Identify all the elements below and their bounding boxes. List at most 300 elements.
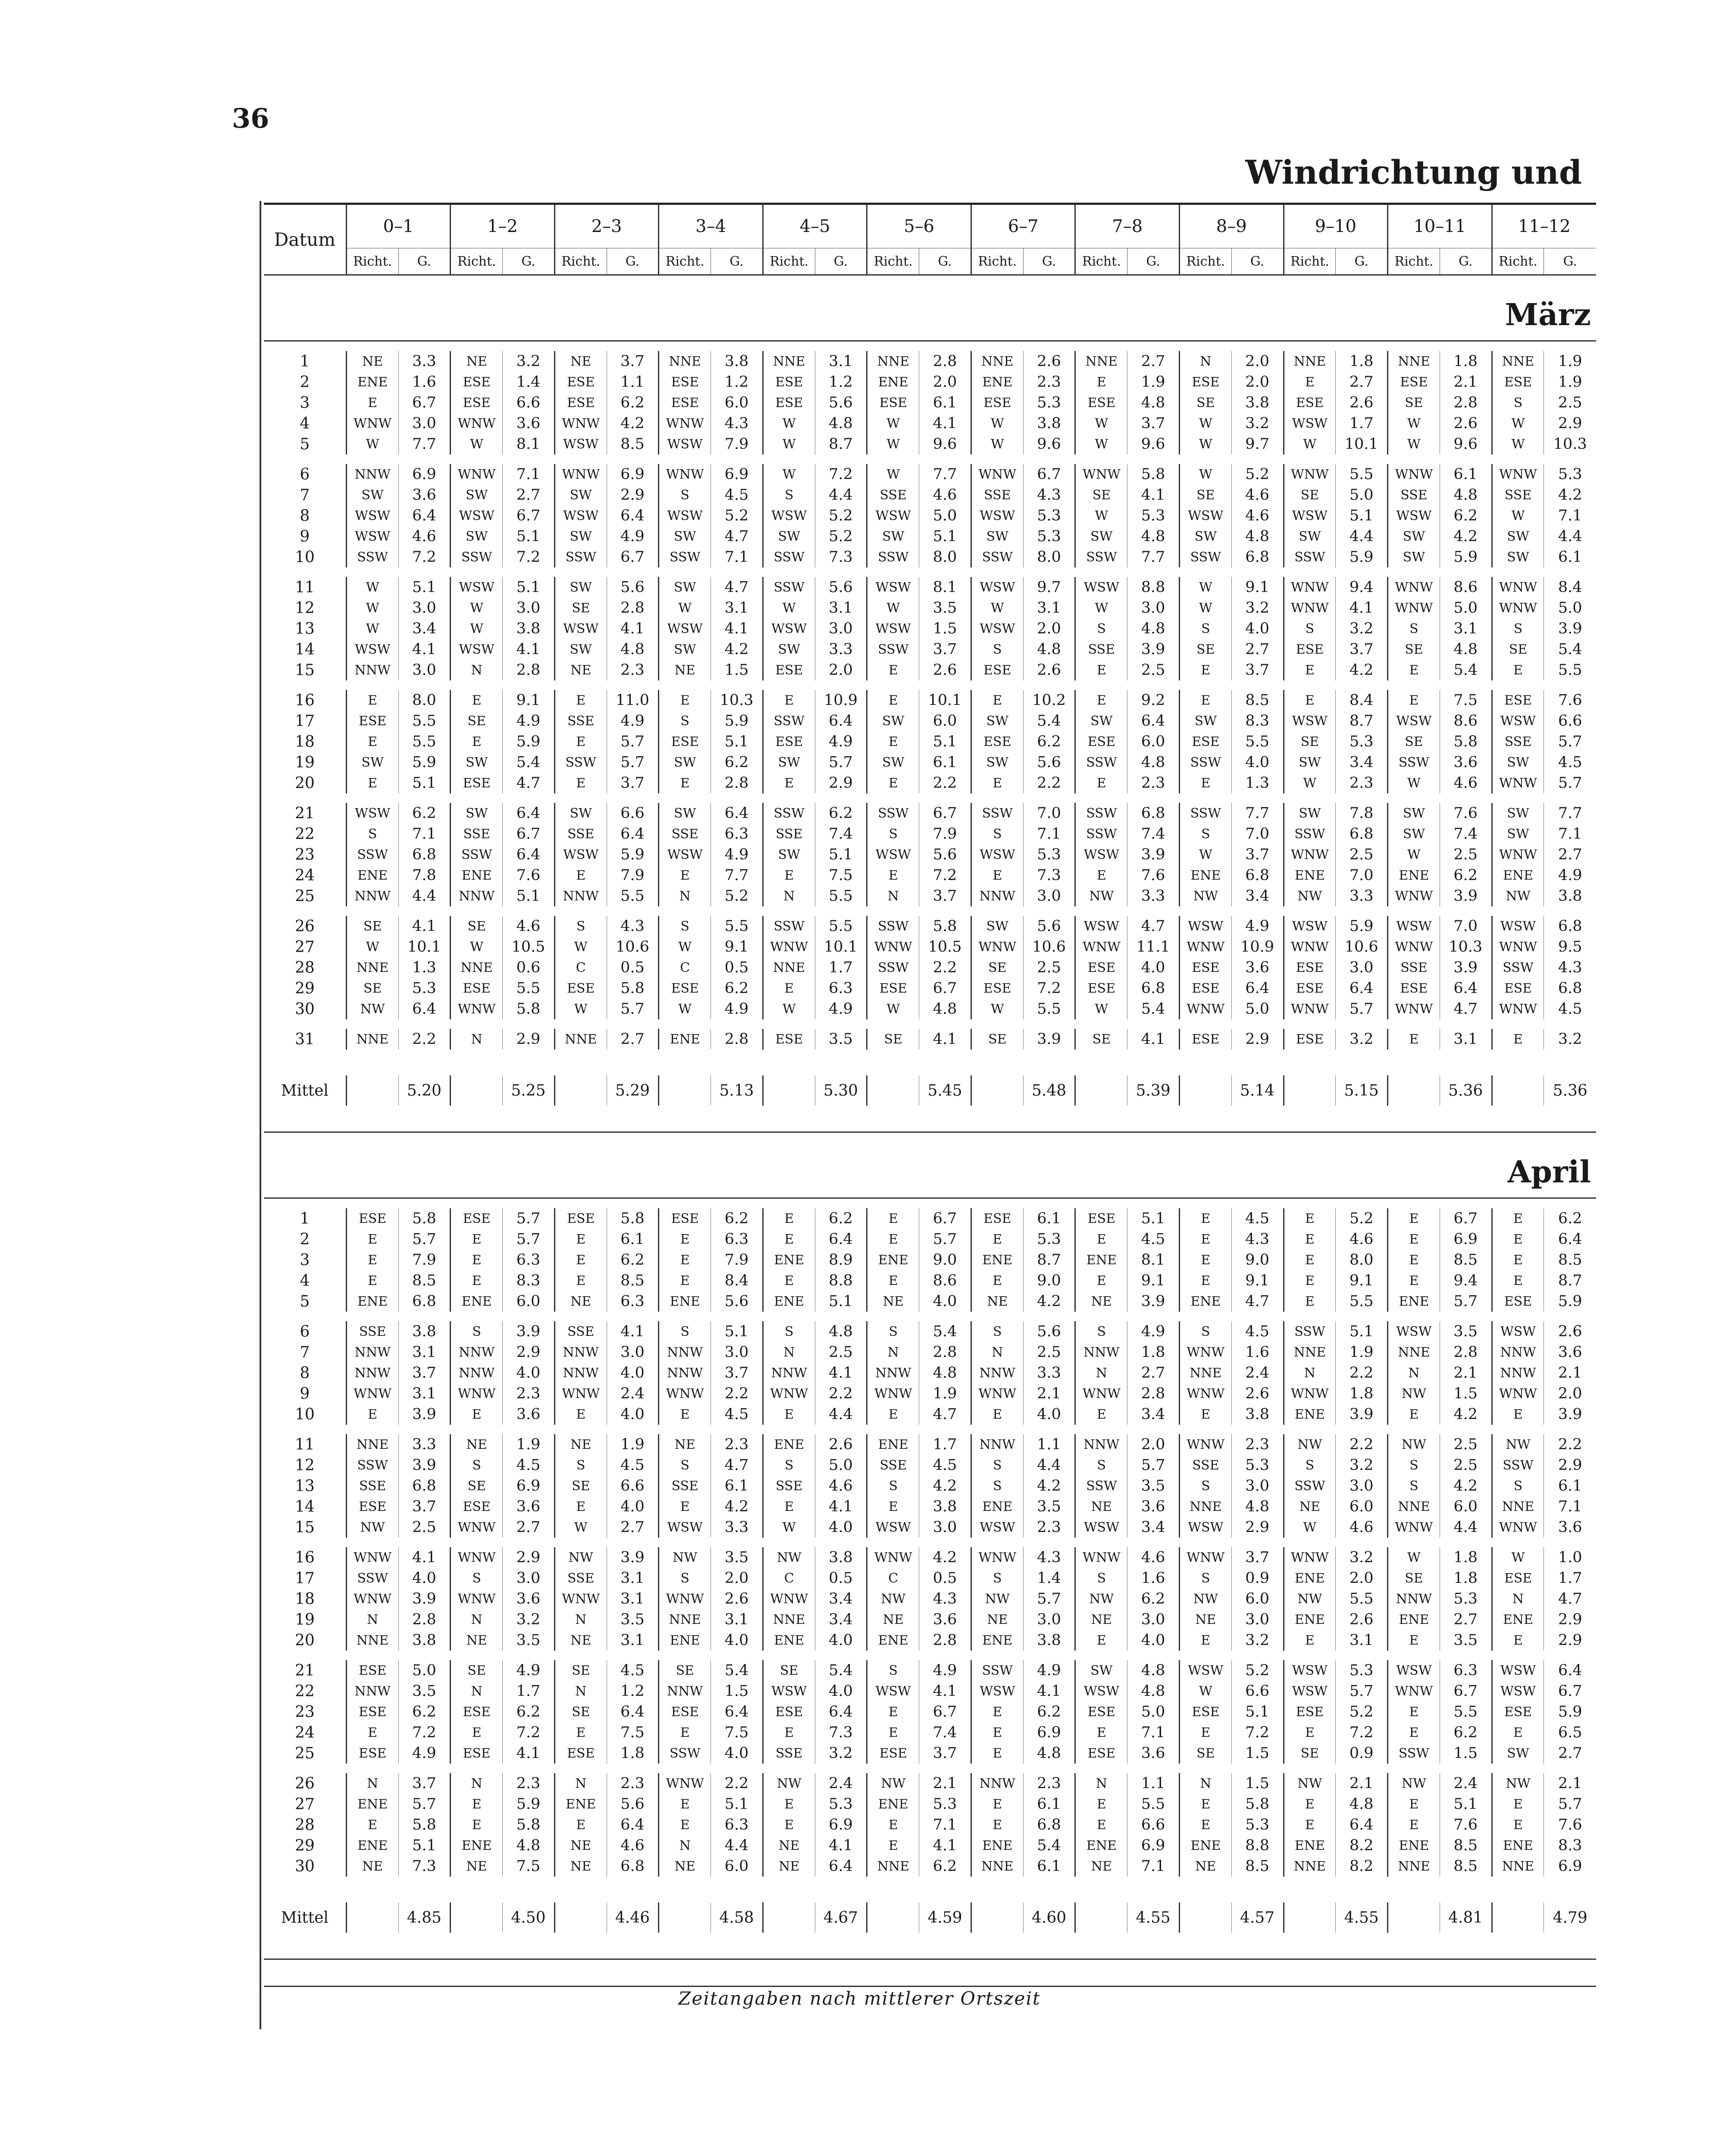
speed-cell: 9.1 [503, 690, 555, 711]
direction-cell: W [971, 999, 1023, 1019]
direction-cell: W [659, 999, 711, 1019]
direction-cell: W [659, 937, 711, 957]
direction-cell: E [1179, 1208, 1231, 1229]
direction-cell: ENE [763, 1434, 815, 1455]
direction-cell: E [451, 1722, 503, 1743]
direction-cell: ESE [867, 1743, 919, 1764]
speed-cell: 4.5 [607, 1455, 659, 1476]
speed-cell: 3.8 [1023, 1630, 1075, 1651]
direction-cell: SSE [971, 485, 1023, 505]
speed-cell: 6.9 [711, 464, 763, 485]
speed-cell: 3.9 [1440, 957, 1492, 978]
speed-cell: 8.5 [1440, 1835, 1492, 1856]
speed-cell: 5.9 [503, 1794, 555, 1814]
speed-cell: 3.2 [1336, 1547, 1388, 1568]
speed-cell: 2.4 [1231, 1363, 1284, 1383]
direction-cell: NNW [867, 1363, 919, 1383]
speed-cell: 3.2 [1231, 1630, 1284, 1651]
direction-cell: S [1179, 1568, 1231, 1589]
direction-cell: NNE [659, 1609, 711, 1630]
direction-cell: NE [451, 1630, 503, 1651]
direction-cell: SSW [451, 844, 503, 865]
speed-cell: 6.7 [1544, 1681, 1596, 1702]
speed-cell: 8.1 [919, 577, 971, 598]
direction-cell: SE [1179, 639, 1231, 660]
direction-cell: W [1284, 773, 1336, 793]
speed-cell: 5.1 [815, 1291, 867, 1312]
direction-cell: SW [1492, 547, 1544, 567]
speed-cell: 2.2 [1336, 1363, 1388, 1383]
speed-cell: 5.0 [1231, 999, 1284, 1019]
table-row [264, 1229, 1596, 1250]
date-cell: 4 [300, 414, 310, 432]
speed-cell: 2.6 [1231, 1383, 1284, 1404]
table-row [264, 1434, 1596, 1455]
speed-cell: 4.8 [1023, 639, 1075, 660]
direction-cell: WSW [346, 526, 398, 547]
direction-cell: ESE [346, 1496, 398, 1517]
speed-cell: 7.9 [711, 434, 763, 454]
date-cell: 23 [294, 846, 315, 864]
direction-cell: W [1179, 577, 1231, 598]
speed-cell: 1.7 [503, 1681, 555, 1702]
direction-cell: WSW [1179, 1660, 1231, 1681]
speed-cell: 5.5 [1336, 1291, 1388, 1312]
direction-cell: S [971, 1568, 1023, 1589]
speed-cell: 3.4 [1231, 886, 1284, 906]
speed-cell: 8.4 [1336, 690, 1388, 711]
speed-cell: 4.1 [503, 639, 555, 660]
speed-cell: 3.1 [711, 1609, 763, 1630]
direction-cell: C [763, 1568, 815, 1589]
direction-cell: SW [763, 752, 815, 773]
speed-cell: 8.4 [1544, 577, 1596, 598]
speed-cell: 11.0 [607, 690, 659, 711]
speed-cell: 5.7 [919, 1229, 971, 1250]
direction-cell: NE [1284, 1496, 1336, 1517]
date-cell: 30 [294, 1857, 315, 1875]
date-cell: 15 [294, 661, 315, 679]
speed-cell: 2.2 [398, 1029, 451, 1050]
speed-cell: 1.8 [1127, 1342, 1180, 1363]
date-cell: 5 [300, 1292, 310, 1310]
speed-cell: 5.1 [1336, 1321, 1388, 1342]
speed-cell: 6.3 [711, 1229, 763, 1250]
speed-cell: 3.6 [503, 413, 555, 434]
speed-cell: 2.6 [1023, 351, 1075, 372]
direction-cell: W [867, 413, 919, 434]
direction-cell: W [1492, 434, 1544, 454]
direction-cell: SW [554, 577, 607, 598]
speed-cell: 5.9 [1544, 1291, 1596, 1312]
mittel-value: 4.60 [1023, 1902, 1075, 1933]
speed-cell: 2.7 [1336, 372, 1388, 392]
speed-cell: 5.1 [815, 844, 867, 865]
speed-cell: 2.8 [919, 1630, 971, 1651]
direction-cell: ENE [971, 1250, 1023, 1270]
speed-cell: 4.2 [1544, 485, 1596, 505]
direction-cell: WNW [1284, 577, 1336, 598]
speed-cell: 6.6 [1127, 1814, 1180, 1835]
direction-cell: W [867, 598, 919, 618]
speed-cell: 2.7 [503, 485, 555, 505]
mittel-value: 5.36 [1544, 1075, 1596, 1106]
speed-cell: 3.2 [1231, 413, 1284, 434]
direction-cell: SSE [554, 711, 607, 731]
speed-cell: 5.2 [711, 505, 763, 526]
direction-cell: E [971, 865, 1023, 886]
speed-cell: 6.0 [711, 392, 763, 413]
speed-cell: 3.9 [1544, 1404, 1596, 1425]
direction-cell: SW [1284, 526, 1336, 547]
date-cell: 6 [300, 465, 310, 483]
speed-cell: 7.2 [398, 547, 451, 567]
speed-cell: 10.1 [398, 937, 451, 957]
direction-cell: ESE [1179, 978, 1231, 999]
direction-cell: E [971, 1743, 1023, 1764]
date-cell: 24 [294, 866, 315, 884]
speed-cell: 4.6 [1336, 1517, 1388, 1538]
speed-cell: 6.4 [815, 1229, 867, 1250]
speed-cell: 7.5 [1440, 690, 1492, 711]
direction-cell: ESE [554, 372, 607, 392]
speed-cell: 4.5 [919, 1455, 971, 1476]
month-header-row [264, 275, 1596, 341]
direction-cell: SW [1388, 526, 1440, 547]
direction-cell: SSW [1179, 547, 1231, 567]
speed-cell: 5.1 [711, 1321, 763, 1342]
direction-cell: E [1179, 1722, 1231, 1743]
direction-cell: E [763, 1722, 815, 1743]
direction-cell: SW [1284, 803, 1336, 824]
speed-cell: 1.9 [1544, 351, 1596, 372]
date-cell: 21 [294, 804, 315, 822]
direction-cell: E [971, 690, 1023, 711]
speed-cell: 3.3 [398, 1434, 451, 1455]
direction-cell: NW [971, 1589, 1023, 1609]
table-row [264, 1568, 1596, 1589]
speed-cell: 6.0 [1127, 731, 1180, 752]
speed-cell: 5.5 [1231, 731, 1284, 752]
direction-cell: WSW [1284, 711, 1336, 731]
direction-cell: ENE [451, 1835, 503, 1856]
speed-cell: 8.7 [1544, 1270, 1596, 1291]
direction-cell: ESE [1284, 957, 1336, 978]
speed-cell: 5.1 [1440, 1794, 1492, 1814]
direction-cell: WSW [1179, 1517, 1231, 1538]
direction-cell: W [659, 598, 711, 618]
direction-cell: E [1075, 690, 1127, 711]
speed-cell: 4.1 [607, 618, 659, 639]
speed-cell: 2.5 [1023, 1342, 1075, 1363]
richt-header: Richt. [971, 248, 1023, 275]
direction-cell: WNW [1284, 999, 1336, 1019]
date-cell: 7 [300, 486, 310, 504]
direction-cell: ESE [1075, 978, 1127, 999]
speed-cell: 4.2 [711, 639, 763, 660]
direction-cell: SSW [346, 844, 398, 865]
speed-cell: 0.5 [919, 1568, 971, 1589]
speed-cell: 3.0 [503, 1568, 555, 1589]
speed-cell: 3.9 [398, 1455, 451, 1476]
speed-cell: 3.4 [1127, 1517, 1180, 1538]
direction-cell: NNW [1075, 1434, 1127, 1455]
speed-cell: 2.5 [1127, 660, 1180, 680]
speed-cell: 0.5 [711, 957, 763, 978]
speed-cell: 6.4 [607, 824, 659, 844]
speed-cell: 7.3 [815, 547, 867, 567]
date-cell: 15 [294, 1518, 315, 1536]
speed-cell: 3.5 [919, 598, 971, 618]
direction-cell: E [451, 1794, 503, 1814]
direction-cell: ESE [554, 978, 607, 999]
direction-cell: SSW [971, 803, 1023, 824]
direction-cell: E [867, 690, 919, 711]
speed-cell: 10.3 [1544, 434, 1596, 454]
direction-cell: SW [659, 526, 711, 547]
direction-cell: WNW [1492, 773, 1544, 793]
interval-header: 2–3 [554, 204, 659, 248]
direction-cell: ESE [554, 1743, 607, 1764]
speed-cell: 6.0 [1231, 1589, 1284, 1609]
direction-cell: E [1492, 660, 1544, 680]
direction-cell: NNW [554, 1363, 607, 1383]
speed-cell: 6.2 [711, 978, 763, 999]
speed-cell: 3.9 [1440, 886, 1492, 906]
speed-cell: 9.0 [919, 1250, 971, 1270]
direction-cell: S [867, 1321, 919, 1342]
direction-cell: NW [1492, 1434, 1544, 1455]
speed-cell: 4.7 [1231, 1291, 1284, 1312]
table-row [264, 618, 1596, 639]
speed-cell: 5.7 [398, 1794, 451, 1814]
speed-cell: 6.6 [607, 803, 659, 824]
speed-cell: 7.1 [1127, 1722, 1180, 1743]
speed-cell: 5.1 [1231, 1702, 1284, 1722]
direction-cell: ESE [1388, 372, 1440, 392]
speed-cell: 5.7 [1544, 773, 1596, 793]
direction-cell: WNW [1388, 598, 1440, 618]
speed-cell: 3.6 [398, 485, 451, 505]
speed-cell: 9.4 [1336, 577, 1388, 598]
date-cell: 24 [294, 1724, 315, 1742]
direction-cell: N [1075, 1363, 1127, 1383]
direction-cell: E [763, 865, 815, 886]
speed-cell: 6.7 [1023, 464, 1075, 485]
direction-cell: ESE [1179, 957, 1231, 978]
speed-cell: 3.7 [1231, 1547, 1284, 1568]
direction-cell: ESE [451, 1743, 503, 1764]
direction-cell: ENE [1179, 1291, 1231, 1312]
table-row [264, 1496, 1596, 1517]
direction-cell: ENE [1388, 1291, 1440, 1312]
speed-cell: 4.6 [919, 485, 971, 505]
direction-cell: NNE [346, 1029, 398, 1050]
speed-cell: 3.4 [1336, 752, 1388, 773]
direction-cell: ESE [1075, 1208, 1127, 1229]
direction-cell: E [867, 1722, 919, 1743]
speed-cell: 4.5 [1544, 999, 1596, 1019]
page-number: 36 [232, 103, 269, 134]
speed-cell: 2.7 [1440, 1609, 1492, 1630]
speed-cell: 2.7 [1127, 351, 1180, 372]
direction-cell: N [763, 886, 815, 906]
direction-cell: E [867, 1270, 919, 1291]
direction-cell: WSW [867, 618, 919, 639]
direction-cell: E [1492, 1404, 1544, 1425]
speed-cell: 10.5 [503, 937, 555, 957]
g-header: G. [711, 248, 763, 275]
direction-cell: ESE [1284, 978, 1336, 999]
speed-cell: 3.6 [1127, 1496, 1180, 1517]
date-cell: 5 [300, 435, 310, 453]
direction-cell: ESE [1388, 978, 1440, 999]
direction-cell: ESE [451, 978, 503, 999]
direction-cell: NNW [451, 886, 503, 906]
speed-cell: 2.3 [1023, 1773, 1075, 1794]
direction-cell: E [1284, 690, 1336, 711]
direction-cell: SW [971, 526, 1023, 547]
speed-cell: 7.7 [1544, 803, 1596, 824]
date-cell: 3 [300, 394, 310, 412]
direction-cell: SW [1492, 824, 1544, 844]
speed-cell: 2.1 [1544, 1773, 1596, 1794]
speed-cell: 2.4 [607, 1383, 659, 1404]
direction-cell: S [971, 824, 1023, 844]
direction-cell: WSW [1284, 1681, 1336, 1702]
direction-cell: E [346, 1404, 398, 1425]
direction-cell: ESE [1075, 731, 1127, 752]
direction-cell: SW [451, 752, 503, 773]
direction-cell: NNW [1075, 1342, 1127, 1363]
richt-header: Richt. [1388, 248, 1440, 275]
direction-cell: W [1388, 844, 1440, 865]
speed-cell: 3.0 [1023, 886, 1075, 906]
date-cell: 18 [294, 1590, 315, 1608]
direction-cell: SW [867, 526, 919, 547]
direction-cell: E [971, 1702, 1023, 1722]
month-header-row [264, 1132, 1596, 1198]
speed-cell: 2.5 [815, 1342, 867, 1363]
direction-cell: SE [554, 1660, 607, 1681]
direction-cell: ESE [1492, 978, 1544, 999]
direction-cell: WSW [1492, 1660, 1544, 1681]
direction-cell: WNW [346, 1383, 398, 1404]
g-header: G. [1544, 248, 1596, 275]
speed-cell: 1.9 [919, 1383, 971, 1404]
direction-cell: WSW [346, 803, 398, 824]
direction-cell: SSW [971, 547, 1023, 567]
direction-cell: WNW [867, 937, 919, 957]
direction-cell: W [554, 1517, 607, 1538]
speed-cell: 4.8 [1127, 752, 1180, 773]
speed-cell: 4.0 [607, 1496, 659, 1517]
direction-cell: W [346, 577, 398, 598]
direction-cell: ENE [1075, 1835, 1127, 1856]
direction-cell: WSW [763, 618, 815, 639]
speed-cell: 2.9 [1544, 1455, 1596, 1476]
speed-cell: 5.5 [1440, 1702, 1492, 1722]
direction-cell: NW [659, 1547, 711, 1568]
speed-cell: 5.6 [1023, 752, 1075, 773]
speed-cell: 5.5 [607, 886, 659, 906]
direction-cell: WSW [659, 618, 711, 639]
direction-cell: SE [1179, 485, 1231, 505]
table-row [264, 1681, 1596, 1702]
speed-cell: 7.4 [919, 1722, 971, 1743]
direction-cell: SW [1179, 711, 1231, 731]
speed-cell: 2.9 [815, 773, 867, 793]
date-cell: 22 [294, 1682, 315, 1700]
speed-cell: 3.7 [1127, 413, 1180, 434]
direction-cell: NNE [1388, 1856, 1440, 1877]
direction-cell: S [763, 1455, 815, 1476]
speed-cell: 9.1 [1231, 1270, 1284, 1291]
speed-cell: 1.3 [398, 957, 451, 978]
direction-cell: E [659, 1496, 711, 1517]
direction-cell: E [971, 1404, 1023, 1425]
direction-cell: SW [1075, 1660, 1127, 1681]
table-row [264, 937, 1596, 957]
date-cell: 2 [300, 1230, 310, 1248]
speed-cell: 8.5 [607, 434, 659, 454]
speed-cell: 7.9 [398, 1250, 451, 1270]
table-row [264, 1835, 1596, 1856]
table-row [264, 824, 1596, 844]
direction-cell: ESE [659, 978, 711, 999]
speed-cell: 7.4 [1127, 824, 1180, 844]
direction-cell: N [1284, 1363, 1336, 1383]
direction-cell: NNE [971, 351, 1023, 372]
direction-cell: NE [1075, 1856, 1127, 1877]
direction-cell: SSE [867, 485, 919, 505]
speed-cell: 3.1 [607, 1630, 659, 1651]
speed-cell: 2.7 [1544, 844, 1596, 865]
speed-cell: 2.5 [1440, 844, 1492, 865]
speed-cell: 6.7 [1440, 1208, 1492, 1229]
speed-cell: 7.9 [919, 824, 971, 844]
direction-cell: E [659, 773, 711, 793]
speed-cell: 6.3 [607, 1291, 659, 1312]
speed-cell: 2.6 [815, 1434, 867, 1455]
direction-cell: E [867, 1229, 919, 1250]
direction-cell: WSW [1075, 844, 1127, 865]
mittel-value: 4.58 [711, 1902, 763, 1933]
direction-cell: WNW [1075, 1383, 1127, 1404]
speed-cell: 8.5 [607, 1270, 659, 1291]
speed-cell: 2.3 [607, 660, 659, 680]
speed-cell: 2.9 [1231, 1029, 1284, 1050]
direction-cell: NW [867, 1589, 919, 1609]
speed-cell: 1.5 [1440, 1383, 1492, 1404]
speed-cell: 8.8 [1231, 1835, 1284, 1856]
richt-header: Richt. [1075, 248, 1127, 275]
speed-cell: 5.7 [815, 752, 867, 773]
speed-cell: 2.8 [919, 1342, 971, 1363]
speed-cell: 1.9 [1127, 372, 1180, 392]
date-cell: 1 [300, 1210, 310, 1228]
speed-cell: 7.7 [398, 434, 451, 454]
direction-cell: SSW [1179, 752, 1231, 773]
direction-cell: ENE [867, 372, 919, 392]
direction-cell: E [1388, 1229, 1440, 1250]
speed-cell: 4.1 [815, 1835, 867, 1856]
speed-cell: 7.8 [1336, 803, 1388, 824]
speed-cell: 4.4 [398, 886, 451, 906]
mittel-row [264, 1075, 1596, 1106]
direction-cell: ESE [659, 372, 711, 392]
speed-cell: 3.5 [815, 1029, 867, 1050]
